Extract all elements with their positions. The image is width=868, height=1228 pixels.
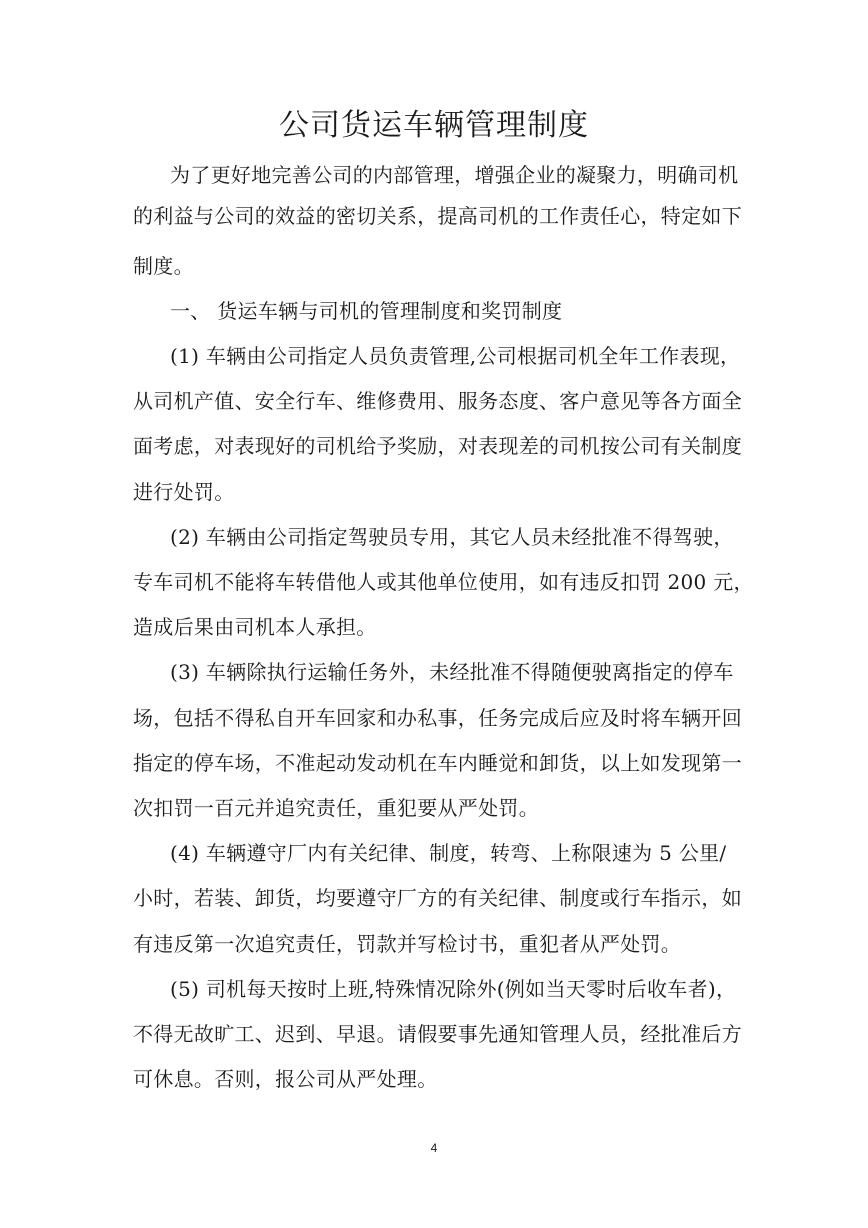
section-heading: 一、 货运车辆与司机的管理制度和奖罚制度	[170, 299, 563, 323]
paragraph-line: 指定的停车场，不准起动发动机在车内睡觉和卸货，以上如发现第一	[133, 751, 742, 775]
paragraph-line: 从司机产值、安全行车、维修费用、服务态度、客户意见等各方面全	[133, 389, 742, 413]
paragraph-line: 造成后果由司机本人承担。	[133, 615, 377, 639]
paragraph-line: 进行处罚。	[133, 480, 235, 504]
paragraph-line: (5) 司机每天按时上班,特殊情况除外(例如当天零时后收车者)，	[170, 977, 737, 1001]
paragraph-line: 可休息。否则，报公司从严处理。	[133, 1067, 438, 1091]
paragraph-line: 专车司机不能将车转借他人或其他单位使用，如有违反扣罚 200 元，	[133, 570, 754, 594]
document-title: 公司货运车辆管理制度	[279, 108, 589, 143]
paragraph-line: 制度。	[133, 254, 194, 278]
paragraph-line: 次扣罚一百元并追究责任，重犯要从严处罚。	[133, 796, 539, 820]
paragraph-line: 的利益与公司的效益的密切关系，提高司机的工作责任心，特定如下	[133, 204, 742, 228]
paragraph-line: (4) 车辆遵守厂内有关纪律、制度，转弯、上称限速为 5 公里/	[170, 841, 727, 865]
paragraph-line: 面考虑，对表现好的司机给予奖励，对表现差的司机按公司有关制度	[133, 434, 742, 458]
paragraph-line: 为了更好地完善公司的内部管理，增强企业的凝聚力，明确司机	[170, 163, 739, 187]
paragraph-line: 小时，若装、卸货，均要遵守厂方的有关纪律、制度或行车指示，如	[133, 886, 742, 910]
paragraph-line: 有违反第一次追究责任，罚款并写检讨书，重犯者从严处罚。	[133, 932, 682, 956]
paragraph-line: (3) 车辆除执行运输任务外，未经批准不得随便驶离指定的停车	[170, 660, 734, 684]
paragraph-line: (1) 车辆由公司指定人员负责管理,公司根据司机全年工作表现，	[170, 344, 741, 368]
paragraph-line: (2) 车辆由公司指定驾驶员专用，其它人员未经批准不得驾驶，	[170, 525, 734, 549]
paragraph-line: 不得无故旷工、迟到、早退。请假要事先通知管理人员，经批准后方	[133, 1022, 742, 1046]
page-number: 4	[430, 1141, 438, 1155]
paragraph-line: 场，包括不得私自开车回家和办私事，任务完成后应及时将车辆开回	[133, 706, 742, 730]
